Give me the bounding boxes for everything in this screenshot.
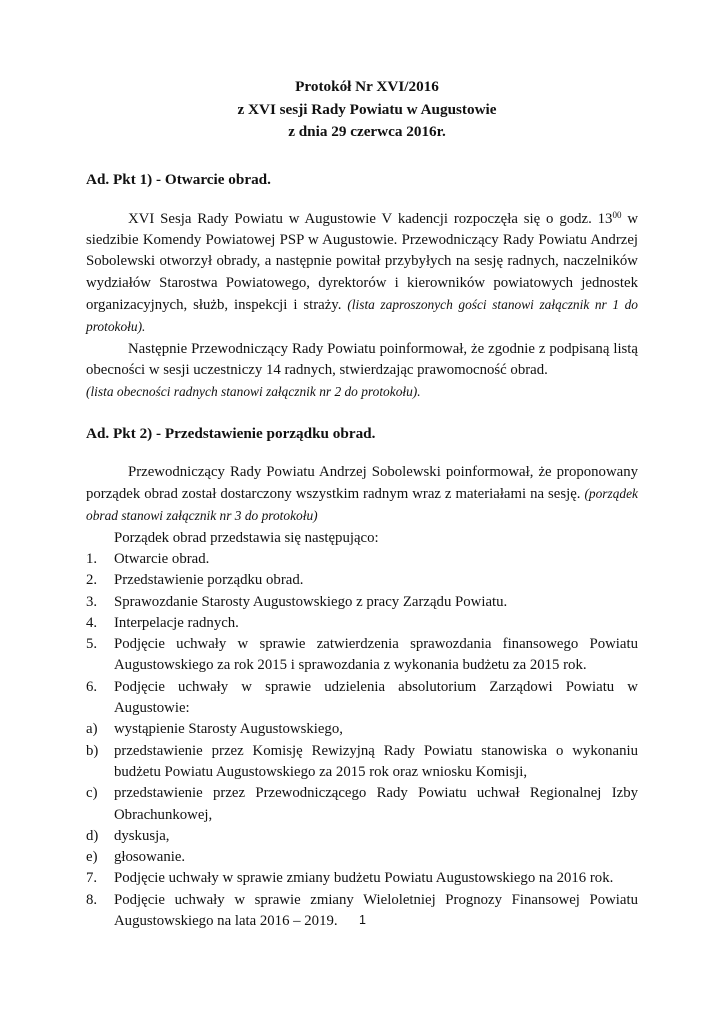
agenda-item-text: Podjęcie uchwały w sprawie zatwierdzenia sprawozdania finansowego Powiatu Augustowskiego za rok 2015 i sprawozdania z wykonania budżetu za 2015 rok.: [114, 636, 638, 674]
agenda-intro: Porządek obrad przedstawia się następująco:: [114, 529, 379, 546]
agenda-item: [86, 677, 638, 720]
agenda-item: [86, 868, 638, 889]
agenda-item: [86, 570, 638, 591]
agenda-list: [86, 549, 638, 932]
agenda-item-marker: 7.: [86, 870, 98, 887]
agenda-item-text: wystąpienie Starosty Augustowskiego,: [114, 721, 343, 738]
section-1-heading: Ad. Pkt 1) - Otwarcie obrad.: [86, 170, 271, 188]
agenda-item: [86, 592, 638, 613]
title-line-1: Protokół Nr XVI/2016: [295, 78, 439, 95]
agenda-item-marker: 2.: [86, 572, 98, 589]
agenda-item-marker: a): [86, 721, 98, 738]
agenda-item-text: Otwarcie obrad.: [114, 550, 210, 567]
s2-p1-note: (porządek obrad stanowi załącznik nr 3 do protokołu): [86, 486, 638, 524]
p1-note: (lista zaproszonych gości stanowi załącznik nr 1 do protokołu).: [86, 296, 638, 335]
agenda-item: [86, 634, 638, 677]
agenda-item-text: Przedstawienie porządku obrad.: [114, 572, 304, 589]
agenda-item-marker: 1.: [86, 550, 98, 567]
agenda-item-marker: d): [86, 827, 99, 844]
agenda-item-marker: 6.: [86, 678, 98, 695]
s2-p1-text: Przewodniczący Rady Powiatu Andrzej Sobolewski poinformował, że proponowany porządek obrad został dostarczony wszystkim radnym wraz z materiałami na sesję.: [86, 463, 638, 503]
agenda-item-marker: b): [86, 742, 99, 759]
agenda-item: [86, 847, 638, 868]
agenda-item-text: dyskusja,: [114, 827, 170, 844]
agenda-item-marker: 8.: [86, 891, 98, 908]
agenda-item-marker: e): [86, 849, 98, 866]
title-line-2: z XVI sesji Rady Powiatu w Augustowie: [237, 100, 497, 118]
agenda-item: [86, 613, 638, 634]
page-number: 1: [359, 913, 366, 927]
agenda-item-marker: 3.: [86, 593, 98, 610]
document-title: [96, 76, 638, 144]
agenda-item-text: głosowanie.: [114, 849, 186, 866]
title-line-3: z dnia 29 czerwca 2016r.: [288, 123, 446, 140]
agenda-item-marker: 4.: [86, 614, 98, 631]
agenda-item: [86, 783, 638, 826]
agenda-item-text: Podjęcie uchwały w sprawie zmiany budżetu Powiatu Augustowskiego na 2016 rok.: [114, 870, 614, 887]
section-1-paragraph-2-note: (lista obecności radnych stanowi załącznik nr 2 do protokołu).: [86, 384, 421, 400]
section-2-paragraph-1: [86, 462, 638, 528]
agenda-item-text: Sprawozdanie Starosty Augustowskiego z pracy Zarządu Powiatu.: [114, 593, 508, 610]
agenda-item: [86, 826, 638, 847]
agenda-item-marker: c): [86, 785, 98, 802]
p1-text-a: XVI Sesja Rady Powiatu w Augustowie V kadencji rozpoczęła się o godz. 13: [128, 210, 613, 227]
agenda-item-text: Podjęcie uchwały w sprawie udzielenia absolutorium Zarządowi Powiatu w Augustowie:: [114, 678, 638, 717]
section-1-paragraph-1: [86, 209, 638, 339]
document-page: [86, 76, 638, 932]
agenda-item-marker: 5.: [86, 636, 98, 653]
p1-text-b: w siedzibie Komendy Powiatowej PSP w Augustowie. Przewodniczący Rady Powiatu Andrzej Sobolewski otworzył obrady, a następnie powitał przybyłych na sesję radnych, naczelników wydziałów Starostwa Powiatowego, dyrektorów i kierowników powiatowych jednostek organizacyjnych, służb, inspekcji i straży.: [86, 210, 639, 313]
agenda-item-text: przedstawienie przez Przewodniczącego Rady Powiatu uchwał Regionalnej Izby Obrachunkowej,: [114, 785, 638, 823]
section-1-paragraph-2: Następnie Przewodniczący Rady Powiatu poinformował, że zgodnie z podpisaną listą obecności w sesji uczestniczy 14 radnych, stwierdzając prawomocność obrad.: [86, 340, 638, 378]
agenda-item: [86, 719, 638, 740]
section-2-heading: Ad. Pkt 2) - Przedstawienie porządku obrad.: [86, 425, 376, 443]
agenda-item: [86, 741, 638, 784]
agenda-item-text: Podjęcie uchwały w sprawie zmiany Wieloletniej Prognozy Finansowej Powiatu Augustowskiego na lata 2016 – 2019.: [114, 891, 638, 929]
agenda-item-text: przedstawienie przez Komisję Rewizyjną Rady Powiatu stanowiska o wykonaniu budżetu Powiatu Augustowskiego za 2015 rok oraz wniosku Komisji,: [114, 742, 638, 780]
agenda-item-text: Interpelacje radnych.: [114, 614, 239, 631]
agenda-item: [86, 549, 638, 570]
time-superscript: 00: [612, 209, 622, 220]
